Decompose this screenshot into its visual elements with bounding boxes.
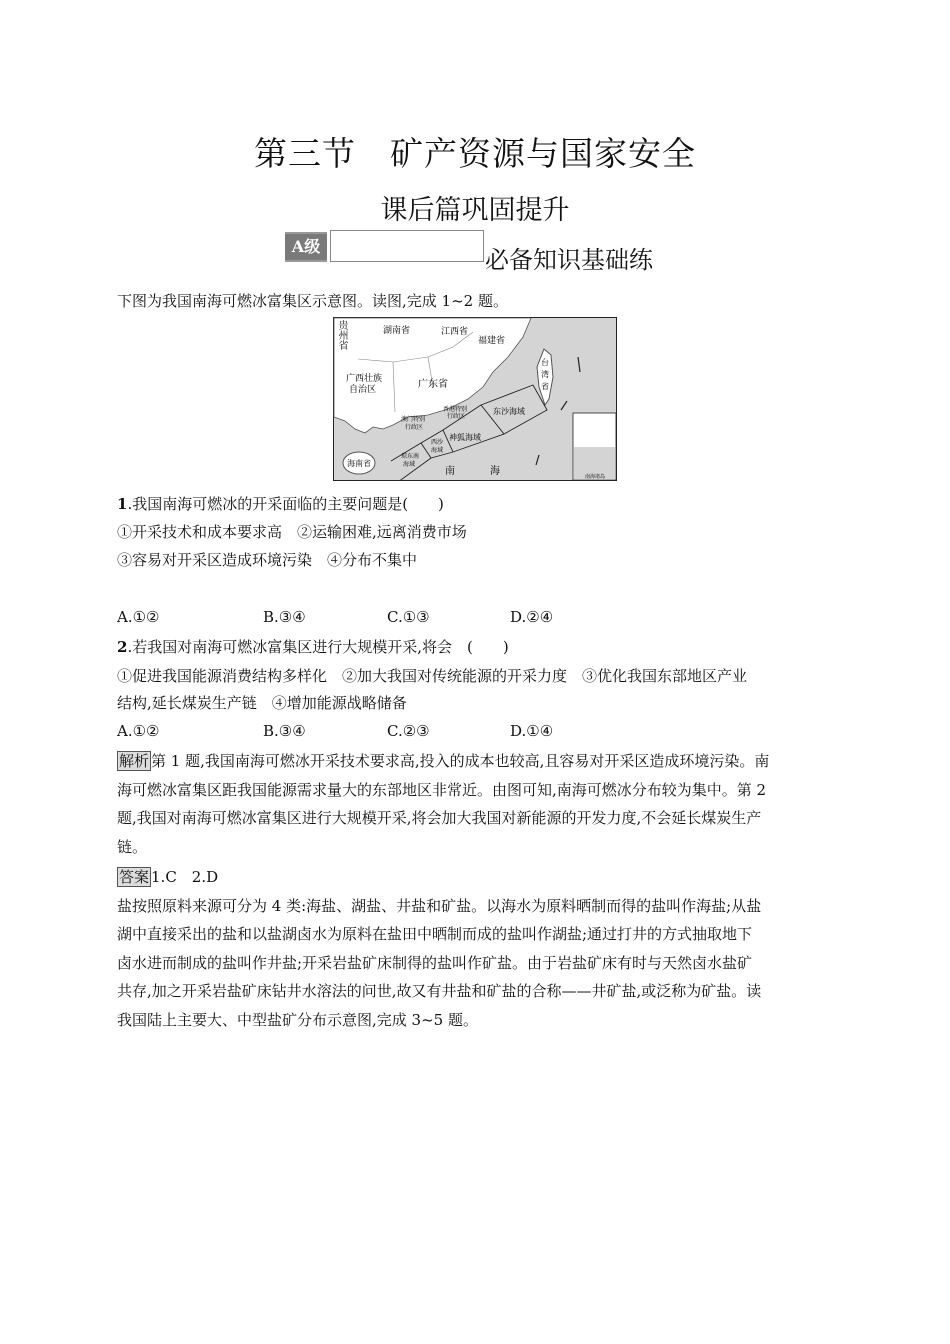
q2-item: 结构,延长煤炭生产链 ④增加能源战略储备 <box>117 694 407 712</box>
q2-option-d[interactable]: D.①④ <box>510 722 554 740</box>
passage-line: 盐按照原料来源可分为 4 类:海盐、湖盐、井盐和矿盐。以海水为原料晒制而得的盐叫作海盐;从盐 <box>117 897 762 915</box>
passage-line: 卤水进而制成的盐叫作井盐;开采岩盐矿床制得的盐叫作矿盐。由于岩盐矿床有时与天然卤水盐矿 <box>117 954 753 972</box>
analysis-line: 海可燃冰富集区距我国能源需求量大的东部地区非常近。由图可知,南海可燃冰分布较为集中。第 2 <box>117 781 767 799</box>
q2-option-a[interactable]: A.①② <box>117 722 160 740</box>
map-label-nan: 南 <box>445 466 455 477</box>
map-label-hai: 海 <box>490 466 500 477</box>
map-label-macau-1: 澳门特别 <box>401 416 426 423</box>
q1-option-a[interactable]: A.①② <box>117 608 160 626</box>
passage-line: 共存,加之开采岩盐矿床钻井水溶法的问世,故又有井盐和矿盐的合称——井矿盐,或泛称为矿盐。读 <box>117 982 762 1000</box>
q2-stem: 2.若我国对南海可燃冰富集区进行大规模开采,将会 ( ) <box>117 638 509 656</box>
q2-item: ①促进我国能源消费结构多样化 ②加大我国对传统能源的开采力度 ③优化我国东部地区产业 <box>117 667 748 685</box>
analysis-line: 题,我国对南海可燃冰富集区进行大规模开采,将会加大我国对新能源的开发力度,不会延长煤炭生产 <box>117 809 762 827</box>
q1-item: ③容易对开采区造成环境污染 ④分布不集中 <box>117 551 418 569</box>
map-label-guangxi-1: 广西壮族 <box>346 374 383 384</box>
map-label-taiwan-2: 湾 <box>541 370 549 379</box>
map-label-xisha-2: 海域 <box>431 447 444 454</box>
analysis-line: 链。 <box>117 838 148 856</box>
map-label-macau-2: 行政区 <box>405 424 424 431</box>
map-label-taiwan-1: 台 <box>541 358 549 367</box>
answer-line: 答案 1.C 2.D <box>119 868 219 886</box>
map-label-dongsha: 东沙海域 <box>493 407 525 416</box>
page-subtitle: 课后篇巩固提升 <box>380 195 570 226</box>
q2-option-c[interactable]: C.②③ <box>387 722 430 740</box>
map-label-guangxi-2: 自治区 <box>349 385 377 395</box>
map-label-guizhou: 贵州省 <box>336 320 347 350</box>
passage-line: 我国陆上主要大、中型盐矿分布示意图,完成 3~5 题。 <box>117 1011 478 1029</box>
passage-line: 湖中直接采出的盐和以盐湖卤水为原料在盐田中晒制而成的盐叫作湖盐;通过打井的方式抽取地下 <box>117 925 753 943</box>
map-label-hainan: 海南省 <box>347 459 371 468</box>
map-label-hk-1: 香港特别 <box>443 406 468 413</box>
q2-option-b[interactable]: B.③④ <box>263 722 306 740</box>
level-badge: A级 <box>285 232 327 262</box>
level-title: 必备知识基础练 <box>485 246 653 274</box>
analysis-line: 解析 第 1 题,我国南海可燃冰开采技术要求高,投入的成本也较高,且容易对开采区造成环境污染。南 <box>119 752 770 770</box>
map-label-xisha-1: 西沙 <box>431 439 444 446</box>
intro-text: 下图为我国南海可燃冰富集区示意图。读图,完成 1~2 题。 <box>117 292 508 310</box>
q1-item: ①开采技术和成本要求高 ②运输困难,远离消费市场 <box>117 523 467 541</box>
map-label-hk-2: 行政区 <box>447 413 466 420</box>
answer-tag: 答案 <box>119 868 150 886</box>
map-label-guangdong: 广东省 <box>418 379 448 390</box>
map-label-taiwan-3: 省 <box>541 382 549 391</box>
page-title: 第三节 矿产资源与国家安全 <box>254 134 696 173</box>
q1-option-c[interactable]: C.①③ <box>387 608 430 626</box>
map-label-shenhu: 神狐海域 <box>449 433 481 442</box>
level-box <box>330 230 484 262</box>
map-label-jiangxi: 江西省 <box>441 327 469 337</box>
map-label-qiong-1: 琼东南 <box>401 453 420 460</box>
q1-options <box>0 608 950 630</box>
map-label-inset: 南海诸岛 <box>585 474 606 480</box>
south-china-sea-map <box>333 317 617 481</box>
q2-options <box>0 722 950 744</box>
q1-option-b[interactable]: B.③④ <box>263 608 306 626</box>
map-label-hunan: 湖南省 <box>383 326 411 336</box>
map-label-qiong-2: 海域 <box>403 461 416 468</box>
q1-option-d[interactable]: D.②④ <box>510 608 554 626</box>
map-label-fujian: 福建省 <box>478 336 506 346</box>
q1-stem: 1.我国南海可燃冰的开采面临的主要问题是( ) <box>117 495 444 513</box>
analysis-tag: 解析 <box>119 752 150 770</box>
